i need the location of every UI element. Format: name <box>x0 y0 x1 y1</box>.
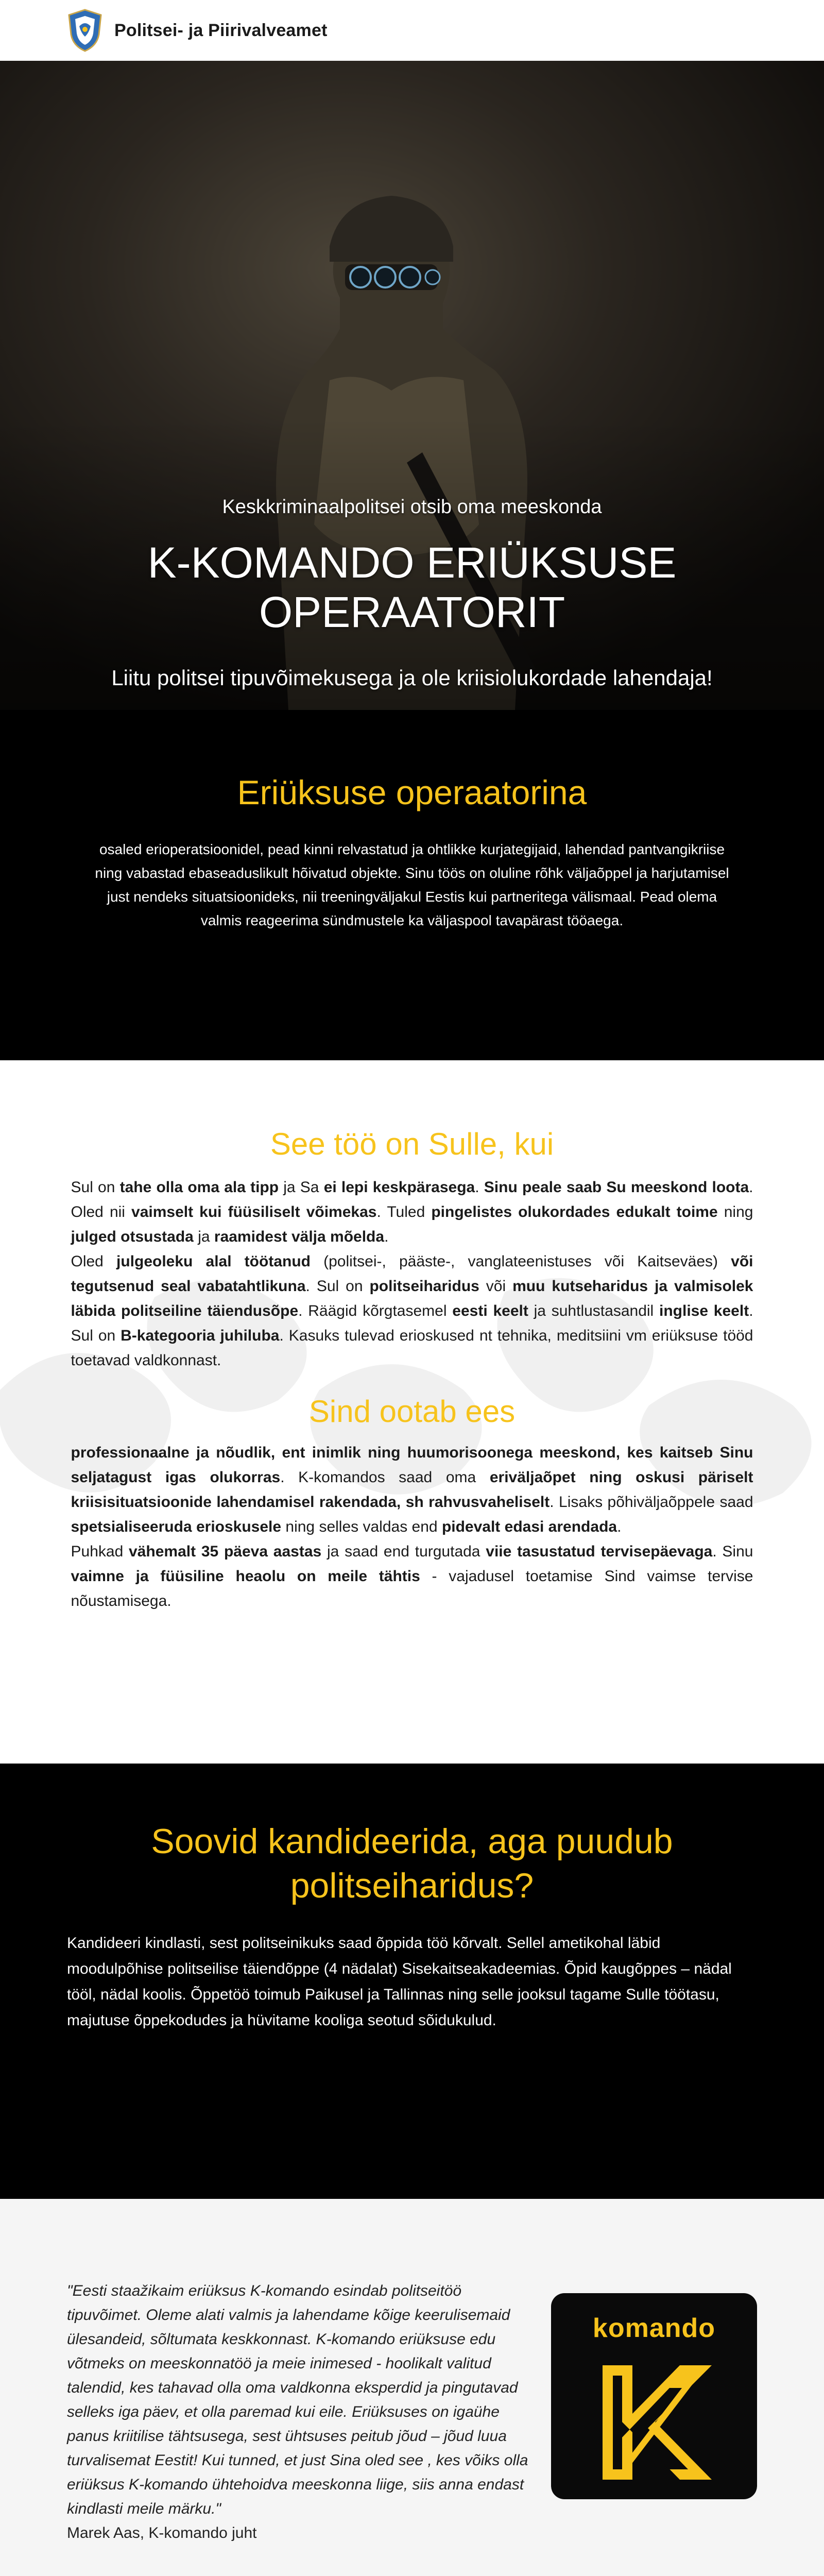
k-komando-logo-card <box>551 2293 757 2499</box>
hero-section <box>0 61 824 710</box>
intro-section <box>0 710 824 1060</box>
quote-wrap <box>67 2279 757 2545</box>
komando-card-title: komando <box>592 2313 716 2343</box>
hero-title-line-2: OPERAATORIT <box>259 588 565 636</box>
no-police-education-section <box>0 1764 824 2199</box>
site-header <box>0 0 824 61</box>
no-police-education-heading: Soovid kandideerida, aga puudub politseiharidus? <box>151 1822 673 1905</box>
police-shield-logo-icon[interactable] <box>67 9 103 52</box>
role-content <box>71 1126 753 1614</box>
role-heading: See töö on Sulle, kui <box>270 1127 554 1161</box>
role-paragraph-2: Oled julgeoleku alal töötanud (politsei-, pääste-, vanglateenistuses või Kaitseväes) või tegutsenud seal vabatahtlikuna. Sul on politseiharidus või muu kutseharidus ja valmisolek läbida politseiline täiendusõpe. Räägid kõrgtasemel eesti keelt ja suhtlustasandil inglise keelt. Sul on B-kategooria juhiluba. Kasuks tulevad erioskused nt tehnika, meditsiini vm eriüksuse tööd toetavad valdkonnast. <box>71 1253 753 1369</box>
intro-heading: Eriüksuse operaatorina <box>237 773 587 811</box>
benefits-paragraph-1: professionaalne ja nõudlik, ent inimlik ning huumorisoonega meeskond, kes kaitseb Sinu seljatagust igas olukorras. K-komandos saad oma eriväljaõpet ning oskusi päriselt kriisisituatsioonide lahendamisel rakendada, sh rahvusvaheliselt. Lisaks põhiväljaõppele saad spetsialiseeruda erioskusele ning selles valdas end pidevalt edasi arendada. <box>71 1444 753 1535</box>
logo-text[interactable]: Politsei- ja Piirivalveamet <box>114 20 328 40</box>
hero-title-line-1: K-KOMANDO ERIÜKSUSE <box>147 538 677 587</box>
role-paragraph-1: Sul on tahe olla oma ala tipp ja Sa ei lepi keskpärasega. Sinu peale saab Su meeskond loota. Oled nii vaimselt kui füüsiliselt võimekas. Tuled pingelistes olukordades edukalt toime ning julged otsustada ja raamidest välja mõelda. <box>71 1179 753 1245</box>
hero-subtitle: Liitu politsei tipuvõimekusega ja ole kriisiolukordade lahendaja! <box>111 666 713 690</box>
k-komando-logo-icon <box>592 2360 716 2484</box>
hero-kicker: Keskkriminaalpolitsei otsib oma meeskonda <box>222 496 602 518</box>
quote-author: Marek Aas, K-komando juht <box>67 2524 257 2541</box>
benefits-heading: Sind ootab ees <box>308 1394 516 1429</box>
quote <box>67 2279 536 2545</box>
hero-title <box>0 538 824 637</box>
benefits-paragraph-2: Puhkad vähemalt 35 päeva aastas ja saad end turgutada viie tasustatud tervisepäevaga. Sinu vaimne ja füüsiline heaolu on meile tähtis - vajadusel toetamise Sind vaimse tervise nõustamisega. <box>71 1543 753 1609</box>
quote-text: "Eesti staažikaim eriüksus K-komando esindab politseitöö tipuvõimet. Oleme alati valmis ja lahendame kõige keerulisemaid ülesandeid, sõltumata keskkonnast. K-komando eriüksuse edu võtmeks on meeskonnatöö ja meie inimesed - hoolikalt valitud talendid, kes tahavad olla oma valdkonna eksperdid ja pingutavad selleks iga päev, et olla paremad kui eile. Eriüksuses on igaühe panus kriitilise tähtsusega, sest ühtsuses peitub jõud – jõud luua turvalisemat Eestit! Kui tunned, et just Sina oled see , kes võiks olla eriüksus K-komando ühtehoidva meeskonna liige, siis anna endast kindlasti meile märku." <box>67 2282 528 2517</box>
quote-section <box>0 2199 824 2576</box>
hero-text <box>0 496 824 690</box>
intro-text: osaled erioperatsioonidel, pead kinni relvastatud ja ohtlikke kurjategijaid, lahendad pantvangikriise ning vabastad ebaseaduslikult hõivatud objekte. Sinu töös on oluline rõhk väljaõppel ja harjutamisel just nendeks situatsioonideks, nii treeningväljakul Eestis kui partneritega välismaal. Pead olema valmis reageerima sündmustele ka väljaspool tavapärast tööaega. <box>95 841 729 928</box>
role-section <box>0 1060 824 1764</box>
no-police-education-text: Kandideeri kindlasti, sest politseinikuks saad õppida töö kõrvalt. Sellel ametikohal läbid moodulpõhise politseilise täiendõppe (4 nädalat) Sisekaitseakadeemias. Õpid kaugõppes – nädal tööl, nädal koolis. Õppetöö toimub Paikusel ja Tallinnas ning selle jooksul tagame Sulle töötasu, majutuse õppekodudes ja hüvitame kooliga seotud sõidukulud. <box>67 1935 732 2029</box>
